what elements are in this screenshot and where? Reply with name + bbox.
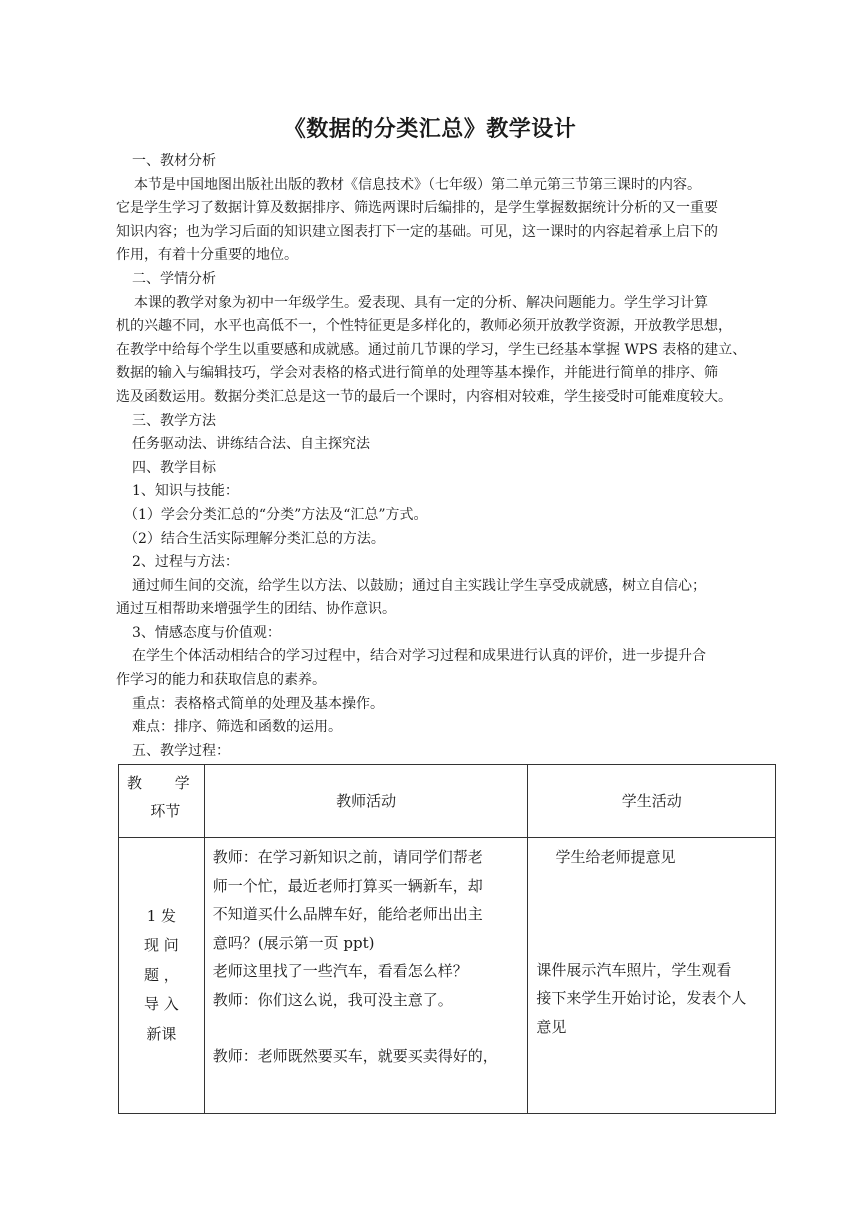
teacher-activity-line <box>213 1014 522 1042</box>
student-activity-line: 接下来学生开始讨论，发表个人 <box>536 989 747 1007</box>
teacher-activity-line: 师一个忙，最近老师打算买一辆新车，却 <box>212 876 483 895</box>
student-activity-line: 意见 <box>536 1017 567 1036</box>
text-line: 作学习的能力和获取信息的素养。 <box>116 672 326 689</box>
text-line: 三、教学方法 <box>132 412 216 429</box>
stage-line: 题 ， <box>144 965 179 984</box>
text-line: 选及函数运用。数据分类汇总是这一节的最后一个课时，内容相对较难，学生接受时可能难度较大。 <box>116 388 732 405</box>
teacher-activity-line: 意吗？(展示第一页 ppt) <box>212 933 375 952</box>
text-line: 四、教学目标 <box>132 459 216 476</box>
teacher-activity-line: 教师：老师既然要买车，就要买卖得好的， <box>212 1047 498 1065</box>
teacher-activity-line: 不知道买什么品牌车好，能给老师出出主 <box>212 905 483 923</box>
stage-line: 现 问 <box>144 936 179 955</box>
teacher-activity-cell <box>204 838 528 1114</box>
table-row <box>119 838 776 1114</box>
text-line: （2）结合生活实际理解分类汇总的方法。 <box>124 530 385 547</box>
teacher-activity-line: 老师这里找了一些汽车，看看怎么样？ <box>212 962 468 980</box>
text-line: 它是学生学习了数据计算及数据排序、筛选两课时后编排的，是学生掌握数据统计分析的又一重要 <box>116 200 718 217</box>
text-line: 3、情感态度与价值观： <box>132 624 281 641</box>
text-line: 知识内容；也为学习后面的知识建立图表打下一定的基础。可见，这一课时的内容起着承上启下的 <box>116 223 718 240</box>
text-line: 重点：表格格式简单的处理及基本操作。 <box>132 695 384 712</box>
teacher-activity-line: 教师：你们这么说，我可没主意了。 <box>212 990 453 1009</box>
student-activity-line: 学生给老师提意见 <box>536 848 676 866</box>
student-activity-cell <box>528 838 776 1114</box>
header-stage-line: 环节 <box>150 802 181 820</box>
text-line: 数据的输入与编辑技巧，学会对表格的格式进行简单的处理等基本操作，并能进行简单的排序、筛 <box>116 365 718 382</box>
text-line: 2、过程与方法： <box>132 554 239 571</box>
text-line: 五、教学过程： <box>132 742 230 759</box>
text-line: 在教学中给每个学生以重要感和成就感。通过前几节课的学习，学生已经基本掌握 WPS 表格的建立、 <box>116 341 747 358</box>
text-line: 难点：排序、筛选和函数的运用。 <box>132 719 342 736</box>
stage-cell <box>119 838 205 1114</box>
header-teacher-activity: 教师活动 <box>204 765 528 838</box>
text-line: （1）学会分类汇总的“分类”方法及“汇总”方式。 <box>124 506 428 523</box>
text-line: 二、学情分析 <box>132 270 216 287</box>
document-title: 《数据的分类汇总》教学设计 <box>283 117 577 142</box>
header-stage-line: 教 学 <box>127 774 204 792</box>
text-line: 任务驱动法、讲练结合法、自主探究法 <box>132 436 370 453</box>
header-stage-cell <box>119 765 205 838</box>
teacher-activity-line: 教师：在学习新知识之前，请同学们帮老 <box>212 848 483 866</box>
text-line: 本节是中国地图出版社出版的教材《信息技术》（七年级）第二单元第三节第三课时的内容。 <box>134 176 701 193</box>
text-line: 通过师生间的交流，给学生以方法、以鼓励；通过自主实践让学生享受成就感，树立自信心； <box>132 577 706 594</box>
text-line: 机的兴趣不同，水平也高低不一，个性特征更是多样化的，教师必须开放教学资源，开放教学思想， <box>116 318 732 335</box>
text-line: 1、知识与技能： <box>132 483 239 500</box>
student-activity-line <box>536 900 771 928</box>
text-line: 通过互相帮助来增强学生的团结、协作意识。 <box>116 601 396 618</box>
text-line: 一、教材分析 <box>132 153 216 169</box>
document-body <box>116 150 756 763</box>
student-activity-line <box>536 872 771 900</box>
student-activity-line <box>536 928 771 956</box>
header-student-activity: 学生活动 <box>528 765 776 838</box>
student-activity-line: 课件展示汽车照片，学生观看 <box>536 960 732 979</box>
text-line: 本课的教学对象为初中一年级学生。爱表现、具有一定的分析、解决问题能力。学生学习计算 <box>134 294 708 311</box>
stage-line: 1 发 <box>146 906 177 925</box>
stage-line: 导 入 <box>144 995 179 1014</box>
stage-line: 新课 <box>146 1024 177 1043</box>
table-header-row <box>119 765 776 838</box>
text-line: 作用，有着十分重要的地位。 <box>116 247 298 264</box>
lesson-process-table <box>118 764 776 1114</box>
text-line: 在学生个体活动相结合的学习过程中，结合对学习过程和成果进行认真的评价，进一步提升合 <box>132 648 706 665</box>
